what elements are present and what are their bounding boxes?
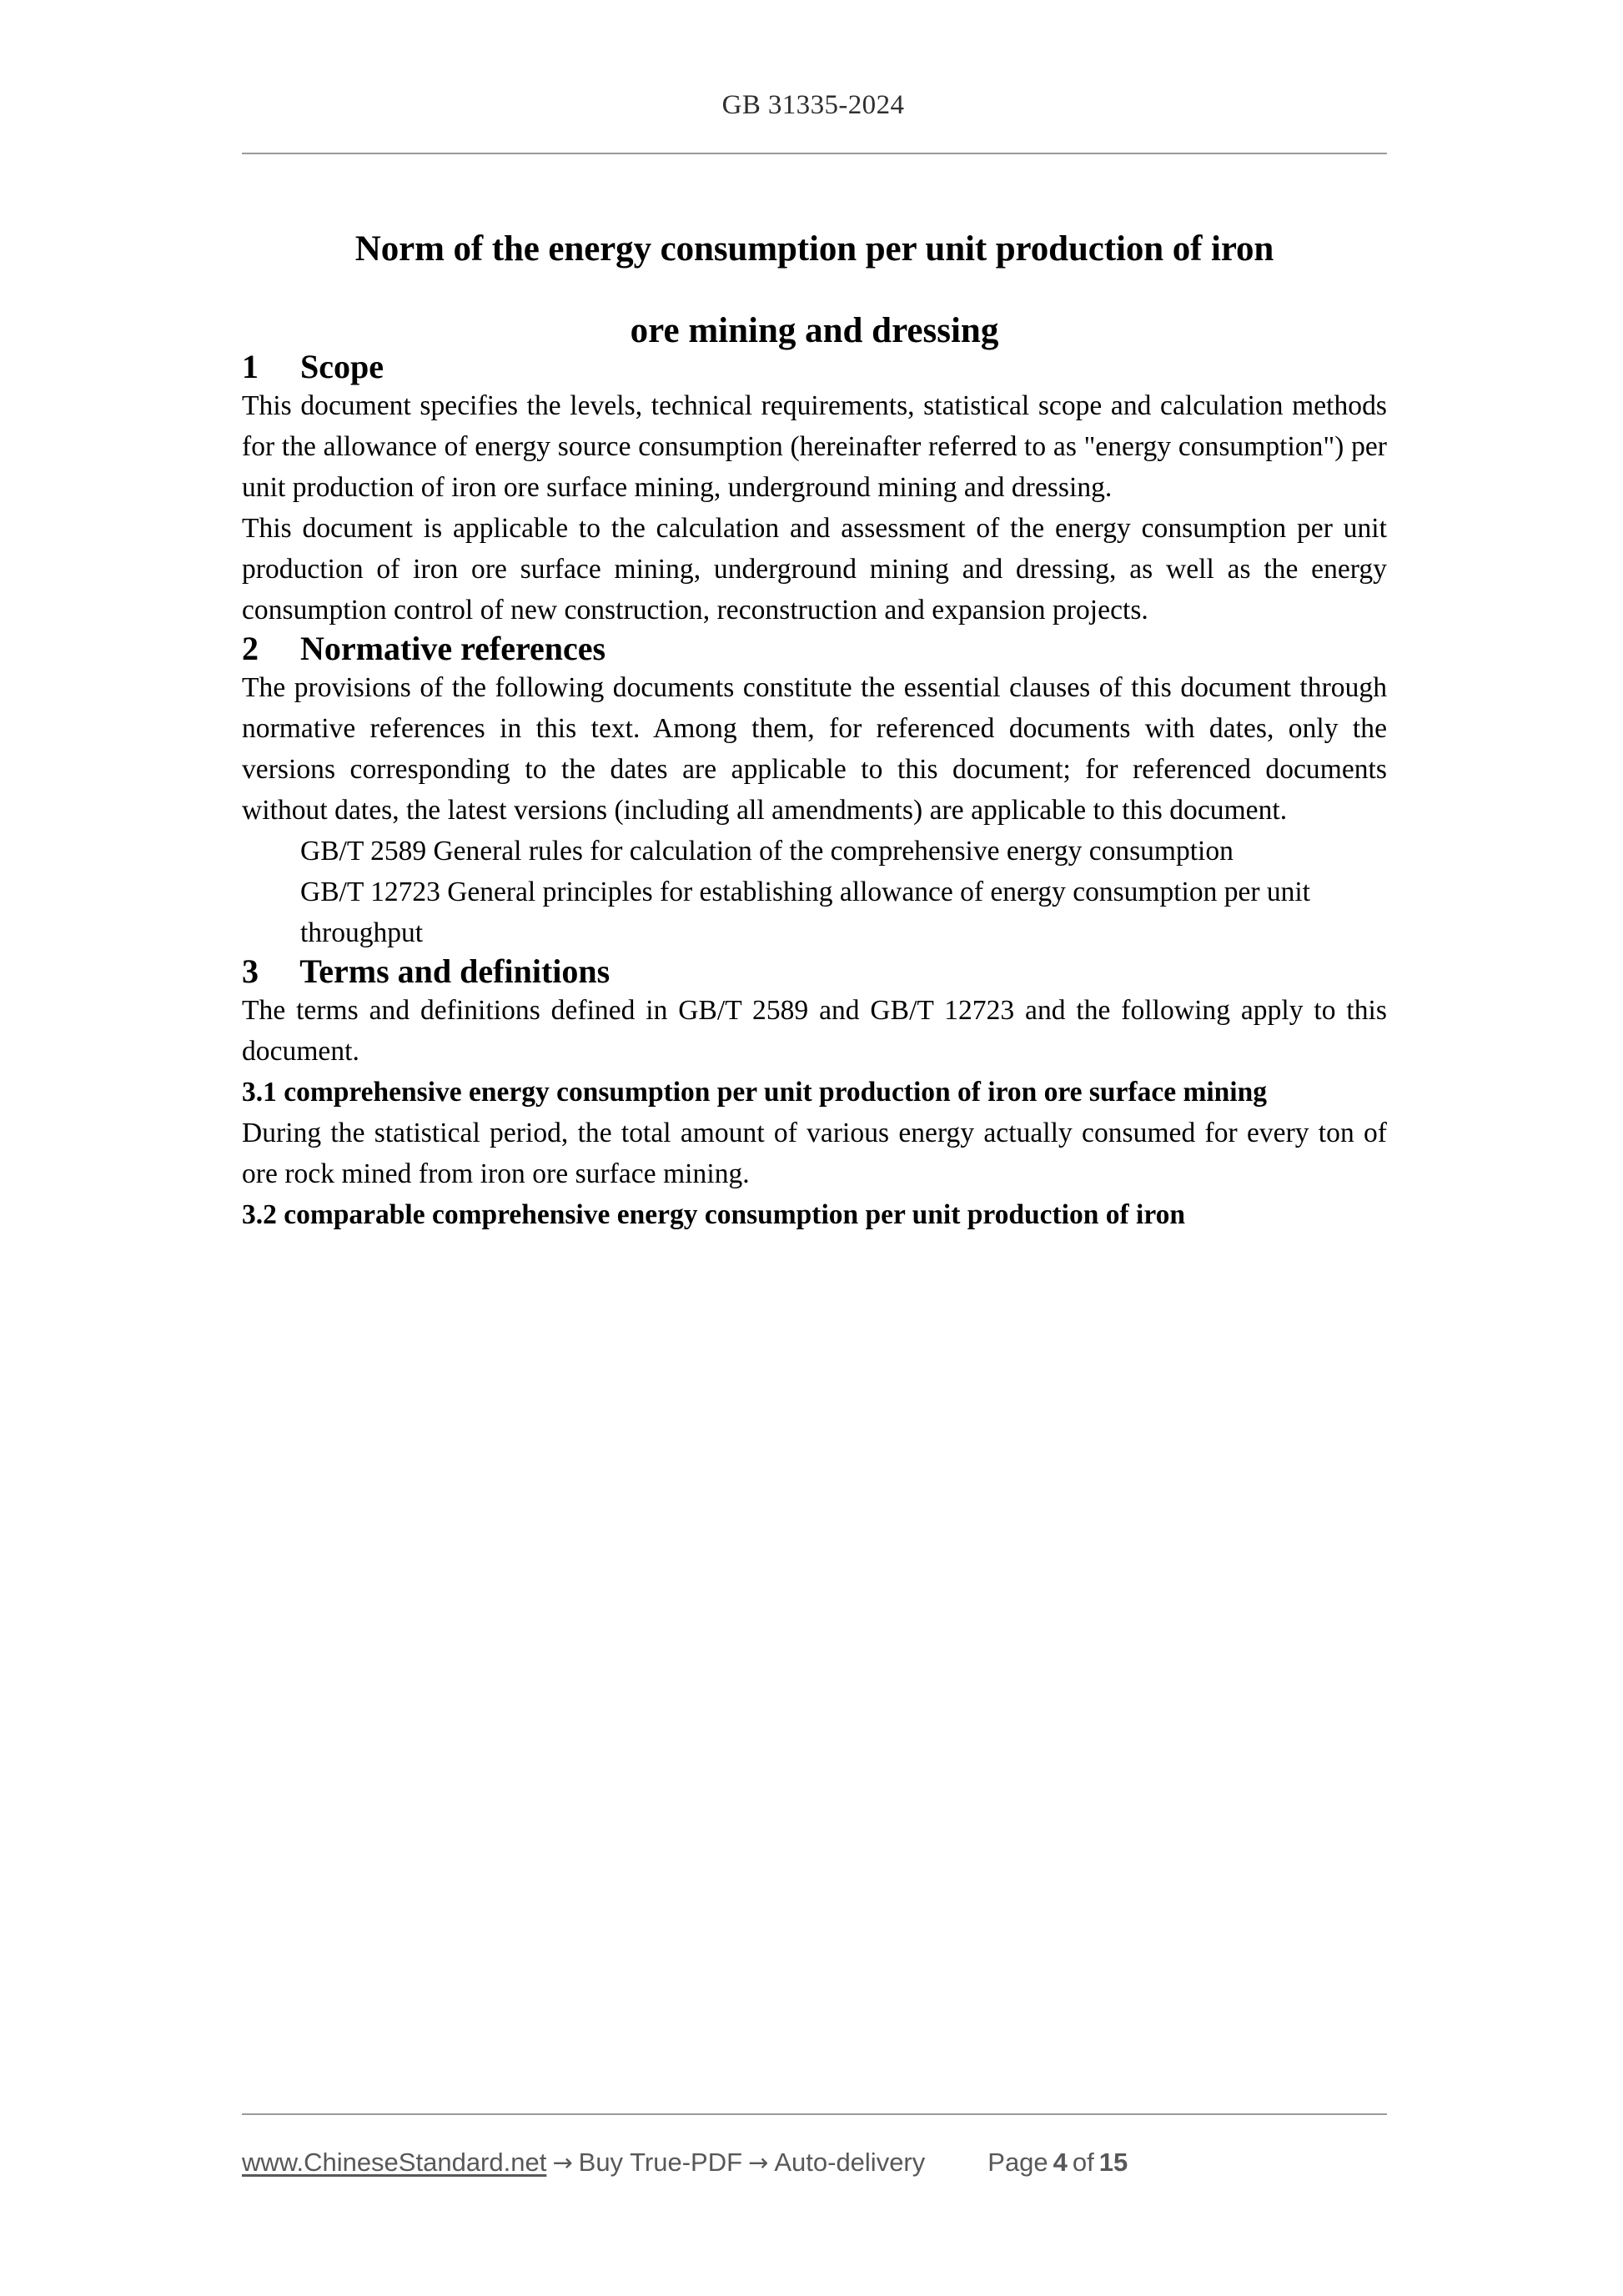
footer-divider	[242, 2113, 1387, 2115]
document-content	[242, 200, 1387, 1235]
normative-references-paragraph-1: The provisions of the following documents constitute the essential clauses of this document through normative references in this text. Among them, for referenced documents with dates, only the versions corresponding to the dates are applicable to this document; for referenced documents without dates, the latest versions (including all amendments) are applicable to this document.	[242, 672, 1387, 826]
document-title-line-2: ore mining and dressing	[630, 311, 999, 350]
document-title	[242, 231, 1387, 349]
section-heading-terms-and-definitions: 3 Terms and definitions	[242, 952, 611, 990]
header-divider	[242, 153, 1387, 154]
footer-website-link[interactable]: www.ChineseStandard.net	[242, 2148, 547, 2177]
page-label: Page	[987, 2148, 1048, 2177]
arrow-right-icon-2: →	[748, 2148, 769, 2177]
term-title-3-2: 3.2 comparable comprehensive energy consumption per unit production of iron	[242, 1199, 1185, 1230]
footer-delivery-label: Auto-delivery	[774, 2148, 926, 2177]
term-title-3-1: 3.1 comprehensive energy consumption per unit production of iron ore surface mining	[242, 1077, 1267, 1108]
document-title-line-1: Norm of the energy consumption per unit production of iron	[354, 229, 1274, 269]
footer-promo	[242, 2148, 925, 2178]
arrow-right-icon: →	[552, 2148, 573, 2177]
term-definition-3-1: During the statistical period, the total amount of various energy actually consumed for every ton of ore rock mined from iron ore surface mining.	[242, 1118, 1387, 1189]
standard-number: GB 31335-2024	[721, 90, 905, 120]
section-heading-normative-references: 2 Normative references	[242, 630, 606, 667]
total-page-count: 15	[1098, 2148, 1128, 2177]
footer-buy-label: Buy True-PDF	[578, 2148, 743, 2177]
page-indicator	[987, 2148, 1133, 2178]
section-heading-scope: 1 Scope	[242, 348, 384, 385]
current-page-number: 4	[1053, 2148, 1068, 2177]
of-label: of	[1072, 2148, 1094, 2177]
normative-reference-item-2: GB/T 12723 General principles for establishing allowance of energy consumption per unit throughput	[300, 877, 1310, 948]
page-header	[242, 90, 1384, 121]
normative-reference-item-1: GB/T 2589 General rules for calculation of the comprehensive energy consumption	[300, 836, 1234, 867]
page-footer	[242, 2142, 1387, 2183]
terms-paragraph-1: The terms and definitions defined in GB/T 2589 and GB/T 12723 and the following apply to this document.	[242, 995, 1387, 1067]
scope-paragraph-2: This document is applicable to the calculation and assessment of the energy consumption per unit production of iron ore surface mining, underground mining and dressing, as well as the energy consumption control of new construction, reconstruction and expansion projects.	[242, 513, 1387, 625]
scope-paragraph-1: This document specifies the levels, technical requirements, statistical scope and calculation methods for the allowance of energy source consumption (hereinafter referred to as "energy consumption") per unit production of iron ore surface mining, underground mining and dressing.	[242, 390, 1387, 503]
